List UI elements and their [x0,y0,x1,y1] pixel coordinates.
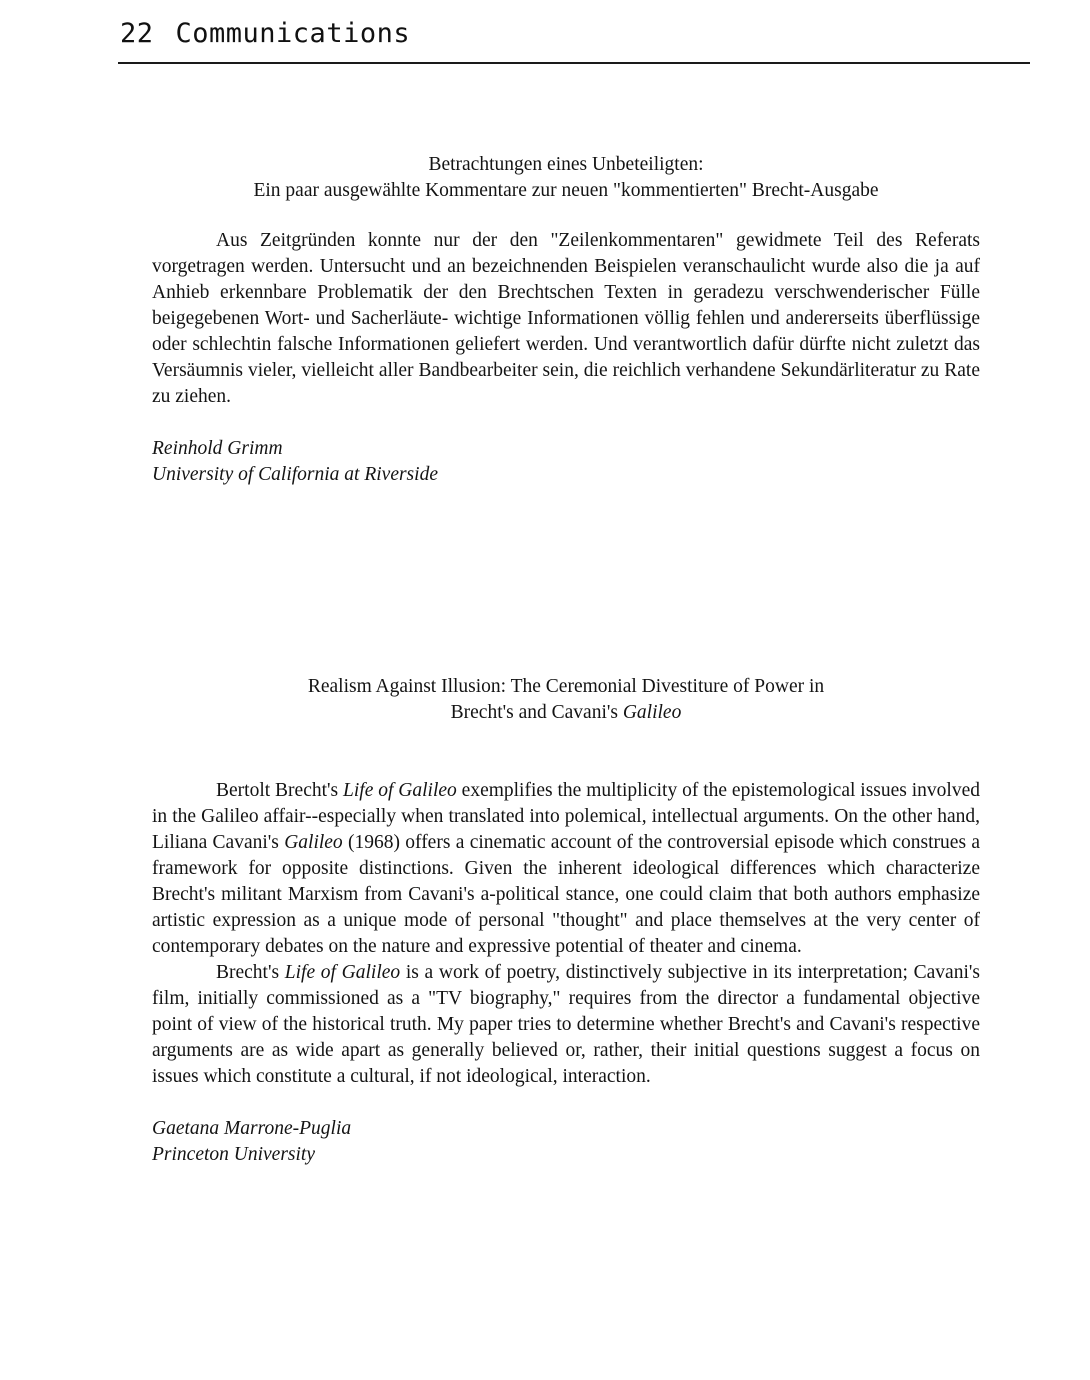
abstract-title-line-2: Ein paar ausgewählte Kommentare zur neuen "kommentierten" Brecht-Ausgabe [253,180,879,201]
text-run: (1968) offers a cinematic account of the controversial episode which construes a framework for opposite distinctions. Given the inherent ideological differences which characterize Brecht's militant Marxism from Cavani's a-political stance, one could claim that both authors emphasize artistic expression as a unique mode of personal "thought" and place themselves at the very center of contemporary debates on the nature and expressive potential of theater and cinema. [152,832,980,957]
abstract-paragraph: Aus Zeitgründen konnte nur der den "Zeilenkommentaren" gewidmete Teil des Referats vorgetragen werden. Untersucht und an bezeichnenden Beispielen veranschaulicht wurde also die ja auf Anhieb erkennbare Problematik der den Brechtschen Texten in geradezu verschwenderischer Fülle beigegebenen Wort- und Sacherläute- wichtige Informationen völlig fehlen und andererseits überflüssige oder schlechtin falsche Informationen geliefert werden. Und verantwortlich dafür dürfte nicht zuletzt das Versäumnis vieler, vielleicht aller Bandbearbeiter sein, die reichlich verhandene Sekundärliteratur zu Rate zu ziehen. [152,230,980,407]
italic-work-title: Galileo [284,832,343,853]
text-run: Bertolt Brecht's [216,780,344,801]
running-head [120,18,410,49]
text-run: is a work of poetry, distinctively subjective in its interpretation; Cavani's film, initially commissioned as a "TV biography," requires from the director a fundamental objective point of view of the historical truth. My paper tries to determine whether Brecht's and Cavani's respective arguments are as wide apart as generally believed or, rather, their initial questions suggest a focus on issues which constitute a cultural, if not ideological, interaction. [152,962,980,1087]
page-number: 22 [120,18,154,49]
text-run: Brecht's [216,962,285,983]
abstract-paragraph-2 [152,960,980,1090]
abstract-title [152,152,980,204]
italic-work-title: Life of Galileo [284,962,401,983]
author-affiliation: Princeton University [152,1144,315,1165]
author-block [152,436,980,488]
abstract-body [152,778,980,1090]
abstract-marrone-puglia [152,674,980,1168]
author-name: Reinhold Grimm [152,438,283,459]
text-run: exemplifies the multiplicity of the epistemological issues involved in the Galileo affair--especially when translated into polemical, intellectual arguments. On the other hand, Liliana Cavani's [152,780,980,853]
abstract-title-line-1: Betrachtungen eines Unbeteiligten: [428,154,704,175]
abstract-body [152,228,980,410]
author-block [152,1116,980,1168]
author-name: Gaetana Marrone-Puglia [152,1118,352,1139]
abstract-paragraph-1 [152,778,980,960]
abstract-title-line-2 [152,700,980,726]
header-rule [118,62,1030,64]
title-italic-work: Galileo [622,702,682,723]
italic-work-title: Life of Galileo [343,780,457,801]
abstract-grimm [152,152,980,488]
author-affiliation: University of California at Riverside [152,464,438,485]
abstract-title-line-1: Realism Against Illusion: The Ceremonial Divestiture of Power in [307,676,825,697]
title-text: Brecht's and Cavani's [450,702,623,723]
abstract-title [152,674,980,726]
section-title: Communications [175,18,411,49]
